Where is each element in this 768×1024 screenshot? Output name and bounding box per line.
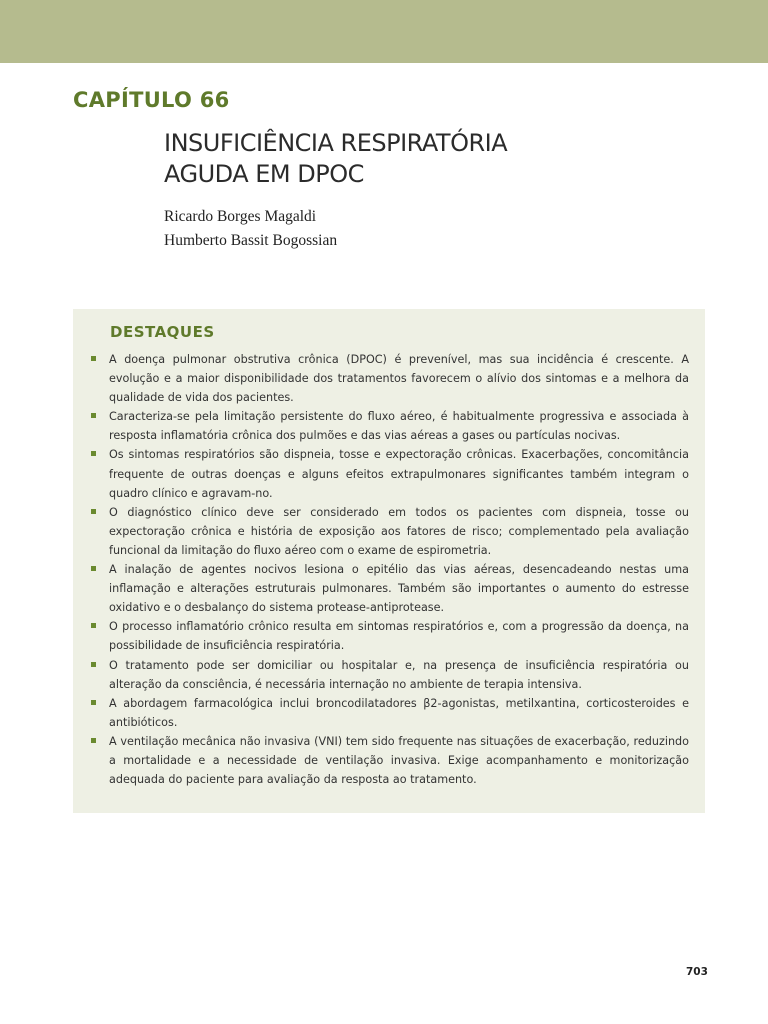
top-header-band (0, 0, 768, 63)
square-bullet-icon (91, 623, 96, 628)
highlights-box (73, 309, 705, 813)
square-bullet-icon (91, 509, 96, 514)
chapter-label: CAPÍTULO 66 (73, 88, 230, 112)
list-item (91, 503, 689, 560)
highlights-list (91, 350, 689, 789)
list-item (91, 350, 689, 407)
list-item (91, 732, 689, 789)
square-bullet-icon (91, 662, 96, 667)
square-bullet-icon (91, 738, 96, 743)
author-name: Humberto Bassit Bogossian (164, 232, 338, 249)
square-bullet-icon (91, 356, 96, 361)
list-item-text: Caracteriza-se pela limitação persistente do fluxo aéreo, é habitualmente progressiva e associada à resposta inflamatória crônica dos pulmões e das vias aéreas a gases ou partículas nocivas. (109, 410, 689, 443)
list-item-text: A abordagem farmacológica inclui broncodilatadores β2-agonistas, metilxantina, corticosteroides e antibióticos. (109, 696, 689, 729)
chapter-title (164, 128, 724, 190)
author-list (164, 205, 337, 253)
list-item (91, 560, 689, 617)
list-item (91, 445, 689, 502)
highlights-heading: DESTAQUES (110, 323, 215, 341)
list-item (91, 694, 689, 732)
list-item-text: A inalação de agentes nocivos lesiona o epitélio das vias aéreas, desencadeando nestas uma inflamação e alterações estruturais pulmonares. Também são importantes o aumento do estresse oxidativo e o desbalanço do sistema protease-antiprotease. (109, 563, 689, 615)
list-item-text: A doença pulmonar obstrutiva crônica (DPOC) é prevenível, mas sua incidência é crescente. A evolução e a maior disponibilidade dos tratamentos favorecem o alívio dos sintomas e a melhora da qualidade de vida dos pacientes. (109, 353, 689, 405)
square-bullet-icon (91, 451, 96, 456)
square-bullet-icon (91, 413, 96, 418)
list-item-text: O processo inflamatório crônico resulta em sintomas respiratórios e, com a progressão da doença, na possibilidade de insuficiência respiratória. (109, 620, 689, 653)
list-item (91, 617, 689, 655)
list-item-text: A ventilação mecânica não invasiva (VNI) tem sido frequente nas situações de exacerbação, reduzindo a mortalidade e a necessidade de ventilação invasiva. Exige acompanhamento e monitorização adequada do paciente para avaliação da resposta ao tratamento. (109, 734, 689, 787)
square-bullet-icon (91, 566, 96, 571)
list-item-text: O diagnóstico clínico deve ser considerado em todos os pacientes com dispneia, tosse ou expectoração crônica e história de exposição aos fatores de risco; complementado pela avaliação funcional da limitação do fluxo aéreo com o exame de espirometria. (109, 505, 689, 557)
list-item (91, 407, 689, 445)
chapter-title-line-1: INSUFICIÊNCIA RESPIRATÓRIA (164, 129, 508, 157)
chapter-title-line-2: AGUDA EM DPOC (164, 160, 364, 188)
author-name: Ricardo Borges Magaldi (164, 208, 317, 225)
list-item-text: Os sintomas respiratórios são dispneia, tosse e expectoração crônicas. Exacerbações, concomitância frequente de outras doenças e alguns efeitos extrapulmonares significantes também integram o quadro clínico e agravam-no. (109, 448, 689, 500)
square-bullet-icon (91, 700, 96, 705)
list-item-text: O tratamento pode ser domiciliar ou hospitalar e, na presença de insuficiência respiratória ou alteração da consciência, é necessária internação no ambiente de terapia intensiva. (109, 658, 689, 691)
list-item (91, 656, 689, 694)
page-number: 703 (686, 966, 708, 978)
